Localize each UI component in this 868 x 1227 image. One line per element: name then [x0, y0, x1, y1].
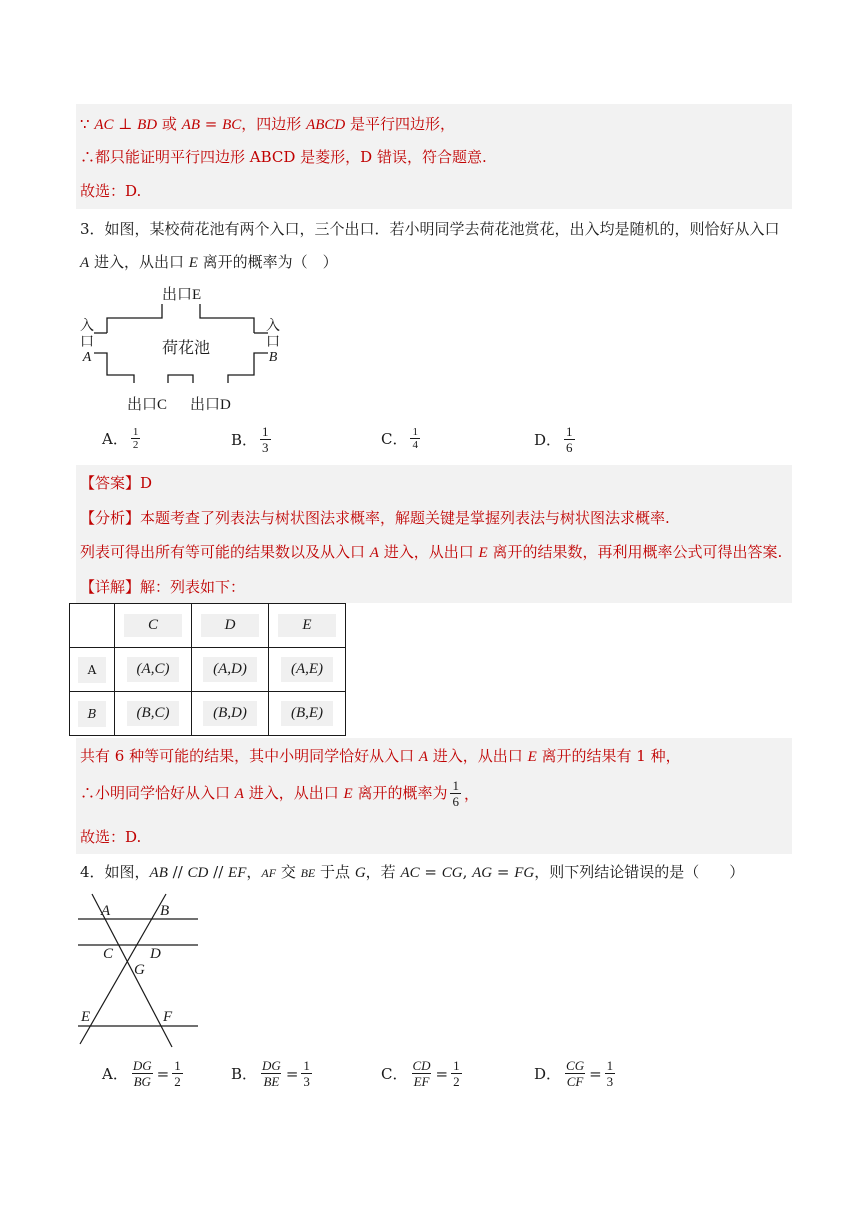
option-label: B．: [231, 431, 258, 449]
detail-text: 解：列表如下：: [140, 578, 246, 596]
option-fraction: [564, 424, 575, 455]
equals-sign: =: [435, 1064, 449, 1083]
solution-line: ∴都只能证明平行四边形 ABCD 是菱形，D 错误，符合题意.: [80, 148, 487, 166]
table-cell: [269, 692, 346, 736]
final-answer-line: 故选：D.: [80, 828, 142, 846]
option-d[interactable]: [534, 1058, 618, 1089]
table-cell: [192, 648, 269, 692]
denominator: 3: [303, 1074, 310, 1089]
solution-line: ∵ AC ⊥ BD 或 AB = BC，四边形 ABCD 是平行四边形，: [80, 115, 456, 133]
point-g-label: G: [134, 962, 145, 978]
row-header-text: A: [78, 657, 107, 683]
table-row-header: [70, 692, 115, 736]
table-row: [70, 648, 346, 692]
numerator: DG: [132, 1058, 152, 1073]
entry-a-text: 入: [80, 318, 94, 334]
row-header-text: B: [78, 701, 107, 727]
option-a[interactable]: [102, 1058, 186, 1089]
table-corner: [70, 604, 115, 648]
conclusion-text: ，: [463, 784, 479, 803]
option-d[interactable]: [534, 424, 578, 455]
header-text: E: [278, 614, 335, 637]
answer-value: D: [140, 474, 153, 492]
table-header-cell: [192, 604, 269, 648]
pond-label: 荷花池: [162, 338, 211, 357]
denominator: EF: [413, 1074, 430, 1089]
right-fraction: [451, 1058, 462, 1089]
numerator: 1: [453, 1058, 460, 1073]
cell-text: (B,C): [127, 701, 180, 726]
entry-b-label: [266, 318, 280, 366]
cell-text: (A,E): [281, 657, 333, 682]
numerator: 1: [174, 1058, 181, 1073]
left-fraction: [410, 1058, 432, 1089]
option-b[interactable]: [231, 1058, 315, 1089]
cell-text: (B,E): [281, 701, 333, 726]
table-cell: [192, 692, 269, 736]
analysis-text: 本题考查了列表法与树状图法求概率，解题关键是掌握列表法与树状图法求概率.: [140, 509, 670, 527]
cell-text: (A,C): [127, 657, 180, 682]
numerator: 1: [262, 424, 269, 439]
option-label: D．: [534, 1065, 562, 1083]
entry-b-text: 口: [266, 334, 280, 350]
left-fraction: [131, 1058, 154, 1089]
table-header-cell: [115, 604, 192, 648]
option-label: B．: [231, 1065, 258, 1083]
cell-text: (A,D): [203, 657, 257, 682]
right-fraction: [301, 1058, 312, 1089]
table-row-header: [70, 648, 115, 692]
denominator: 4: [412, 439, 418, 451]
probability-fraction: [450, 778, 461, 809]
question-stem: A 进入，从出口 E 离开的概率为（ ）: [80, 253, 338, 271]
conclusion-line: 共有 6 种等可能的结果，其中小明同学恰好从入口 A 进入，从出口 E 离开的结果有 1 种，: [80, 747, 681, 765]
answer-tag: 【答案】: [80, 474, 141, 492]
point-e-label: E: [81, 1009, 91, 1025]
denominator: BG: [133, 1074, 151, 1089]
exit-d-label: 出口D: [190, 397, 231, 413]
denominator: 3: [262, 440, 269, 455]
analysis-line: [80, 508, 670, 528]
answer-line: [80, 473, 152, 493]
numerator: DG: [262, 1058, 281, 1073]
point-c-label: C: [103, 946, 114, 962]
numerator: 1: [566, 424, 573, 439]
exit-c-label: 出口C: [127, 397, 168, 413]
detail-line: [80, 577, 245, 597]
option-label: C．: [381, 1065, 408, 1083]
question-stem: 4．如图，AB // CD // EF，AF 交 BE 于点 G，若 AC = CG, AG = FG，则下列结论错误的是（ ）: [80, 863, 745, 881]
point-f-label: F: [163, 1009, 173, 1025]
entry-a-label: [80, 318, 94, 366]
point-b-label: B: [160, 903, 170, 919]
denominator: 2: [453, 1074, 460, 1089]
table-row: [70, 692, 346, 736]
option-fraction: [131, 426, 141, 451]
left-fraction: [564, 1058, 586, 1089]
numerator: 1: [412, 426, 418, 438]
analysis-tag: 【分析】: [80, 509, 141, 527]
header-text: C: [124, 614, 182, 637]
numerator: 1: [452, 778, 459, 793]
exit-e-label: 出口E: [162, 287, 202, 303]
table-header-row: [70, 604, 346, 648]
entry-a-text: 口: [80, 334, 94, 350]
outcome-table: [69, 603, 346, 736]
denominator: 3: [606, 1074, 614, 1089]
option-label: D．: [534, 431, 562, 449]
denominator: 2: [174, 1074, 181, 1089]
point-d-label: D: [150, 946, 161, 962]
question-stem: 3．如图，某校荷花池有两个入口，三个出口．若小明同学去荷花池赏花，出入均是随机的，则恰好从入口: [80, 220, 780, 238]
table-cell: [115, 648, 192, 692]
numerator: CD: [412, 1058, 431, 1073]
analysis-line: 列表可得出所有等可能的结果数以及从入口 A 进入，从出口 E 离开的结果数，再利用概率公式可得出答案.: [80, 543, 783, 561]
equals-sign: =: [589, 1064, 602, 1083]
right-fraction: [605, 1058, 616, 1089]
point-a-label: A: [101, 903, 111, 919]
numerator: 1: [303, 1058, 310, 1073]
option-a[interactable]: [102, 426, 143, 451]
numerator: CG: [566, 1058, 585, 1073]
equals-sign: =: [156, 1064, 170, 1083]
option-c[interactable]: [381, 426, 423, 451]
option-label: A．: [102, 430, 128, 448]
entry-b-text: 入: [266, 318, 280, 334]
option-fraction: [260, 424, 271, 455]
equals-sign: =: [285, 1064, 299, 1083]
numerator: 1: [132, 426, 139, 438]
denominator: BE: [263, 1074, 280, 1089]
option-label: C．: [381, 430, 408, 448]
entry-b-letter: B: [268, 350, 278, 365]
table-header-cell: [269, 604, 346, 648]
entry-a-letter: A: [82, 350, 92, 365]
denominator: 6: [452, 794, 459, 809]
denominator: CF: [566, 1074, 584, 1089]
cell-text: (B,D): [203, 701, 257, 726]
option-label: A．: [102, 1065, 128, 1083]
denominator: 2: [132, 439, 139, 451]
solution-line: 故选：D.: [80, 182, 142, 200]
left-fraction: [260, 1058, 283, 1089]
conclusion-text: ∴小明同学恰好从入口 A 进入，从出口 E 离开的概率为: [80, 784, 448, 802]
option-b[interactable]: [231, 424, 274, 455]
table-cell: [269, 648, 346, 692]
conclusion-line: [80, 778, 479, 809]
option-c[interactable]: [381, 1058, 465, 1089]
option-fraction: [410, 426, 420, 451]
denominator: 6: [566, 440, 573, 455]
header-text: D: [201, 614, 260, 637]
detail-tag: 【详解】: [80, 578, 141, 596]
right-fraction: [172, 1058, 183, 1089]
table-cell: [115, 692, 192, 736]
numerator: 1: [606, 1058, 614, 1073]
